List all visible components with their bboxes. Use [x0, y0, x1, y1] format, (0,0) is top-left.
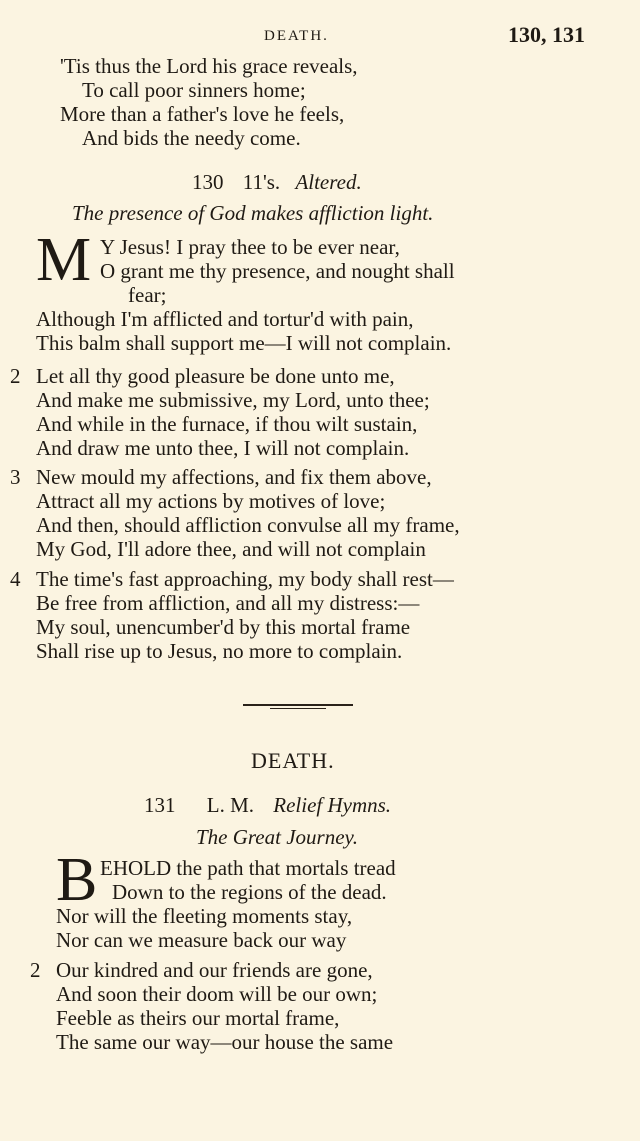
hymn-131-subtitle: The Great Journey.: [196, 825, 358, 849]
verse-line: Shall rise up to Jesus, no more to complain.: [36, 639, 403, 663]
verse-line: And draw me unto thee, I will not complain.: [36, 436, 410, 460]
running-head-title: DEATH.: [264, 28, 329, 44]
section-heading: DEATH.: [251, 748, 335, 773]
verse-line: Nor will the fleeting moments stay,: [56, 904, 353, 928]
verse-line: This balm shall support me—I will not complain.: [36, 331, 452, 355]
stanza-line: And bids the needy come.: [82, 126, 301, 150]
verse-line: Attract all my actions by motives of love;: [36, 489, 386, 513]
verse-number: 2: [10, 364, 21, 388]
verse-line: Be free from affliction, and all my distress:—: [36, 591, 420, 615]
hymn-meter: L. M.: [206, 793, 254, 817]
verse-line: The same our way—our house the same: [56, 1030, 394, 1054]
verse-line: Down to the regions of the dead.: [112, 880, 387, 904]
hymn-131-heading: [144, 793, 391, 818]
verse-line: Our kindred and our friends are gone,: [56, 958, 373, 982]
verse-line: My soul, unencumber'd by this mortal frame: [36, 615, 411, 639]
verse-line: Feeble as theirs our mortal frame,: [56, 1006, 340, 1030]
drop-cap: M: [36, 226, 92, 294]
page-numbers: 130, 131: [508, 22, 585, 47]
verse-line: fear;: [128, 283, 167, 307]
verse-line: Y Jesus! I pray thee to be ever near,: [100, 235, 400, 259]
verse-line: O grant me thy presence, and nought shall: [100, 259, 455, 283]
section-divider-inner: [270, 708, 326, 709]
hymn-tune: Altered.: [295, 170, 362, 194]
verse-line: And then, should affliction convulse all my frame,: [36, 513, 460, 537]
verse-line: EHOLD the path that mortals tread: [100, 856, 396, 880]
hymn-130-subtitle: The presence of God makes affliction light.: [72, 201, 434, 225]
verse-line: And while in the furnace, if thou wilt sustain,: [36, 412, 418, 436]
stanza-line: More than a father's love he feels,: [60, 102, 345, 126]
hymn-number: 131: [144, 793, 176, 817]
stanza-line: To call poor sinners home;: [82, 78, 306, 102]
verse-line: Although I'm afflicted and tortur'd with pain,: [36, 307, 414, 331]
verse-line: Nor can we measure back our way: [56, 928, 347, 952]
verse-line: And make me submissive, my Lord, unto thee;: [36, 388, 430, 412]
verse-number: 2: [30, 958, 41, 982]
verse-number: 3: [10, 465, 21, 489]
hymn-number: 130: [192, 170, 224, 194]
verse-line: Let all thy good pleasure be done unto me,: [36, 364, 395, 388]
verse-number: 4: [10, 567, 21, 591]
verse-line: And soon their doom will be our own;: [56, 982, 378, 1006]
stanza-line: 'Tis thus the Lord his grace reveals,: [60, 54, 358, 78]
section-divider: [243, 704, 353, 706]
drop-cap: B: [56, 846, 98, 914]
hymn-meter: 11's.: [242, 170, 281, 194]
verse-line: My God, I'll adore thee, and will not complain: [36, 537, 426, 561]
verse-line: The time's fast approaching, my body shall rest—: [36, 567, 454, 591]
verse-line: New mould my affections, and fix them above,: [36, 465, 432, 489]
hymn-130-heading: [192, 170, 362, 195]
hymn-tune: Relief Hymns.: [273, 793, 392, 817]
